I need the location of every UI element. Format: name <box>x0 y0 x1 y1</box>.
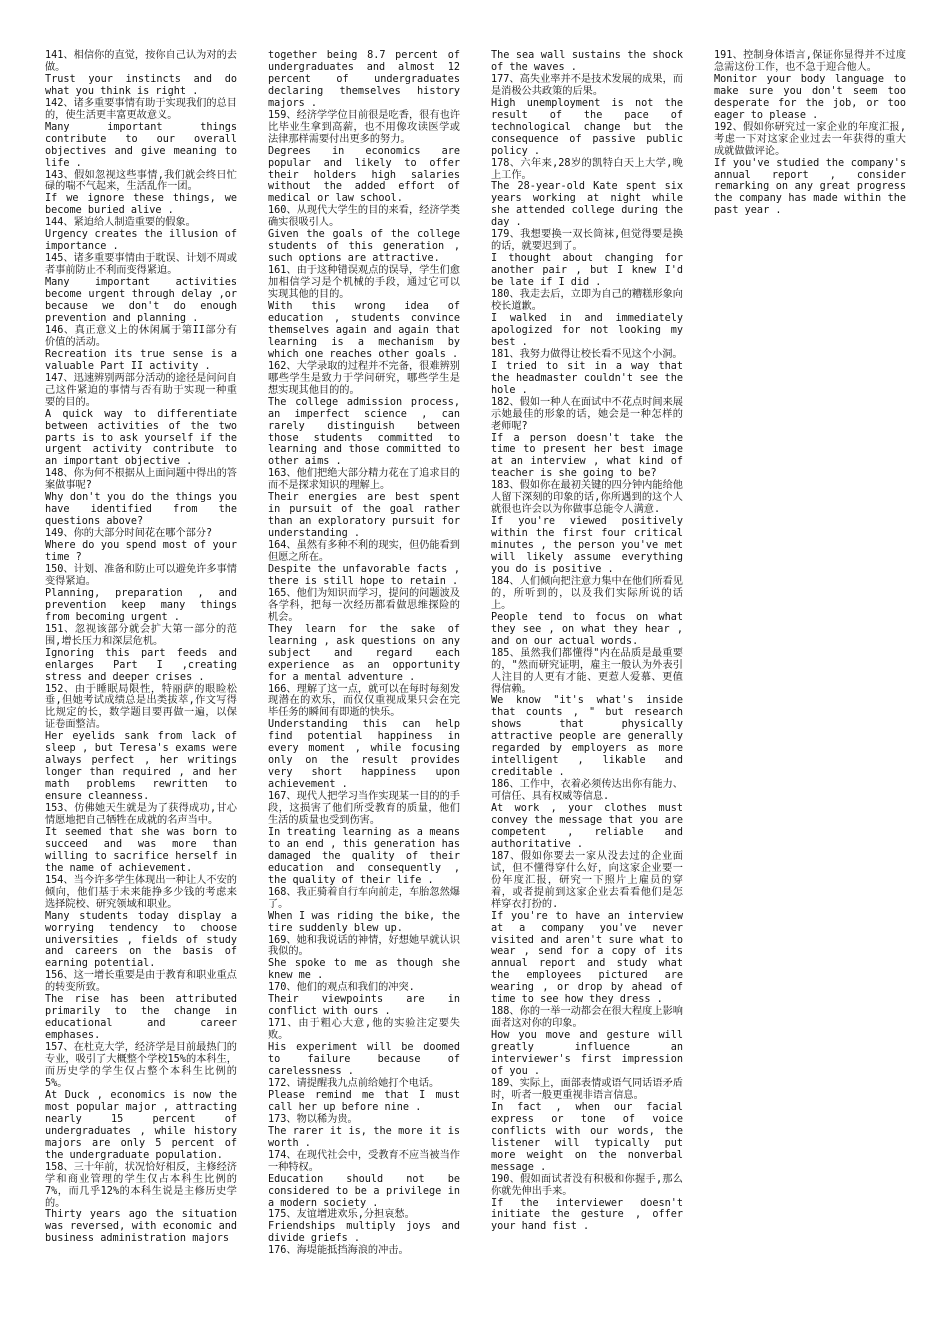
paragraph: The rise has been attributed primarily to the change in educational and career emphases. <box>45 994 244 1042</box>
paragraph: Their viewpoints are in conflict with ours . <box>268 994 467 1018</box>
text-column-4 <box>714 50 913 217</box>
paragraph: 144、紧迫给人制造重要的假象。 <box>45 217 196 229</box>
paragraph: With this wrong idea of education , students convince themselves again and again that learning is a mechanism by which one reaches other goals . <box>268 301 467 360</box>
paragraph: Degrees in economics are popular and likely to offer their holders high salaries without the added effort of medical or law school. <box>268 145 467 205</box>
paragraph: Education should not be considered to be a privilege in a modern society . <box>268 1173 467 1209</box>
paragraph: Planning, preparation , and prevention keep many things from becoming urgent . <box>45 587 244 623</box>
paragraph: Given the goals of the college students of this generation , such options are attractive. <box>268 229 467 265</box>
paragraph: Despite the unfavorable facts , there is still hope to retain . <box>268 563 467 587</box>
paragraph: People tend to focus on what they see , on what they hear , and on our actual words. <box>491 611 690 647</box>
paragraph: At work , your clothes must convey the message that you are competent , reliable and authoritative . <box>491 803 690 850</box>
paragraph: The college admission process, an imperfect science , can rarely distinguish between those students committed to learning and those committed to other aims . <box>268 396 467 468</box>
paragraph: I tried to sit in a way that the headmaster couldn't see the hole . <box>491 360 690 396</box>
paragraph: 173、物以稀为贵。 <box>268 1113 358 1125</box>
paragraph: Their energies are best spent in pursuit of the goal rather than an exploratory pursuit for understanding . <box>268 492 467 540</box>
paragraph: 184、人们倾向把注意力集中在他们所看见的，所听到的，以及我们实际所说的话上。 <box>491 575 683 611</box>
paragraph: Friendships multiply joys and divide griefs . <box>268 1221 467 1245</box>
paragraph: If you've studied the company's annual report , consider remarking on any great progress the company has made within the past year . <box>714 157 913 217</box>
paragraph: When I was riding the bike, the tire suddenly blew up. <box>268 910 467 934</box>
paragraph: 191、控制身体语言,保证你显得并不过度急需这份工作，也不急于迎合他人。 <box>714 50 906 73</box>
paragraph: 154、当今许多学生体现出一种让人不安的倾向，他们基于未来能挣多少钱的考虑来选择院校、研究领域和职业。 <box>45 874 237 910</box>
paragraph: Please remind me that I must call her up before nine . <box>268 1089 467 1113</box>
paragraph: 151、忽视该部分就会扩大第一部分的范围,增长压力和深层危机。 <box>45 623 237 647</box>
paragraph: Recreation its true sense is a valuable Part II activity . <box>45 348 244 372</box>
paragraph: 189、实际上，面部表情或语气同话语矛盾时，听者一般更重视非语言信息。 <box>491 1077 683 1101</box>
paragraph: 145、诸多重要事情由于耽误、计划不周或者事前防止不利而变得紧迫。 <box>45 253 237 277</box>
paragraph: We know "it's what's inside that counts , " but research shows that physically attractive people are generally regarded by employers as more intelligent , likable and creditable . <box>491 695 690 779</box>
paragraph: 142、诸多重要事情有助于实现我们的总目的，使生活更丰富更故意义。 <box>45 97 237 121</box>
paragraph: 150、计划、准备和防止可以避免许多事情变得紧迫。 <box>45 563 237 587</box>
paragraph: She spoke to me as though she knew me . <box>268 958 467 982</box>
paragraph: 185、虽然我们都懂得"内在品质是最重要的，"然而研究证明，雇主一般认为外表引人注目的人更有才能、更惹人爱慕、更值得信赖。 <box>491 647 683 695</box>
paragraph: 192、假如你研究过一家企业的年度汇报,考虑一下对这家企业过去一年获得的重大成就做做评论。 <box>714 121 906 157</box>
paragraph: together being 8.7 percent of undergraduates and almost 12 percent of undergraduates declaring themselves history majors . <box>268 50 467 109</box>
paragraph: 159、经济学学位目前很是吃香，很有也许比毕业生拿到高薪，也不用像攻读医学或法律那样需要付出更多的努力。 <box>268 109 460 145</box>
paragraph: The sea wall sustains the shock of the waves . <box>491 50 690 73</box>
paragraph: 170、他们的观点和我们的冲突. <box>268 982 415 994</box>
paragraph: 166、理解了这一点，就可以在每时每刻发现潜在的欢乐，而仅仅重视成果只会在完毕任务的瞬间有即逝的快乐。 <box>268 683 460 719</box>
paragraph: 169、她和我说话的神情，好想她早就认识我似的。 <box>268 934 460 958</box>
paragraph: If you're viewed positively within the first four critical minutes , the person you've met will likely assume everything you do is positive . <box>491 516 690 575</box>
paragraph: Why don't you do the things you have identified from the questions above? <box>45 492 244 528</box>
paragraph: 181、我努力做得让校长看不见这个小洞。 <box>491 348 683 360</box>
paragraph: 160、从现代大学生的目的来看，经济学类确实很吸引人。 <box>268 205 460 229</box>
paragraph: 147、迅速辨别两部分活动的途径是问问自己这件紧迫的事情与否有助于实现一种重要的目的。 <box>45 372 237 408</box>
paragraph: It seemed that she was born to succeed and was more than willing to sacrifice herself in the name of achievement. <box>45 826 244 874</box>
paragraph: If you're to have an interview at a company you've never visited and aren't sure what to wear , send for a copy of its annual report and study what the employees pictured are wearing , or drop by ahead of time to see how they dress . <box>491 910 690 1006</box>
paragraph: 180、我走去后，立即为自己的糟糕形象向校长道歉。 <box>491 289 683 313</box>
paragraph: 172、请提醒我九点前给她打个电话。 <box>268 1077 440 1089</box>
paragraph: Many students today display a worrying tendency to choose universities , fields of study and careers on the basis of earning potential. <box>45 910 244 970</box>
paragraph: They learn for the sake of learning , ask questions on any subject and regard each experience as an opportunity for a mental adventure . <box>268 623 467 683</box>
paragraph: 179、我想要换一双长筒袜,但觉得要是换的话，就要迟到了。 <box>491 229 683 253</box>
paragraph: In treating learning as a means to an end , this generation has damaged the quality of their education and consequently , the quality of their life . <box>268 826 467 886</box>
paragraph: 167、现代人把学习当作实现某一目的的手段，这损害了他们所受教育的质量，他们生活的质量也受到伤害。 <box>268 791 460 826</box>
paragraph: The rarer it is, the more it is worth . <box>268 1125 467 1149</box>
paragraph: I walked in and immediately apologized for not looking my best . <box>491 312 690 348</box>
paragraph: 183、假如你在最初关键的四分钟内能给他人留下深刻的印象的话,你所遇到的这个人就很也许会以为你做事总能令人满意. <box>491 480 683 516</box>
paragraph: 152、由于睡眠局限性，特丽萨的眼睑松垂,但她考试成绩总是出类拔萃,作文写得比规定的长，数学题目要再做一遍，以保证卷面整洁。 <box>45 683 237 731</box>
paragraph: His experiment will be doomed to failure because of carelessness . <box>268 1042 467 1078</box>
paragraph: At Duck , economics is now the most popular major , attracting nearly 15 percent of undergraduates , while history majors are only 5 percent of the undergraduate population. <box>45 1089 244 1161</box>
paragraph: 190、假如面试者没有积极和你握手,那么你就先伸出手来。 <box>491 1173 683 1197</box>
paragraph: 146、真正意义上的休闲属于第II部分有价值的活动。 <box>45 324 237 348</box>
paragraph: 153、仿佛她天生就是为了获得成功,甘心情愿地把自己牺牲在成就的名声当中。 <box>45 803 237 826</box>
text-column-1 <box>45 50 244 1245</box>
paragraph: 175、友谊增进欢乐,分担哀愁。 <box>268 1209 415 1221</box>
text-column-2 <box>268 50 467 1257</box>
paragraph: Monitor your body language to make sure you don't seem too desperate for the job, or too eager to please . <box>714 73 913 121</box>
paragraph: If the interviewer doesn't initiate the gesture , offer your hand fist . <box>491 1197 690 1233</box>
text-column-3 <box>491 50 690 1233</box>
paragraph: 164、虽然有多种不利的现实，但仍能看到但愿之所在。 <box>268 540 460 564</box>
paragraph: 177、高失业率并不是技术发展的成果，而是消极公共政策的后果。 <box>491 73 683 97</box>
paragraph: Many important activities become urgent through delay ,or because we don't do enough prevention and planning . <box>45 277 244 324</box>
paragraph: Thirty years ago the situation was reversed, with economic and business administration majors <box>45 1209 244 1245</box>
paragraph: 149、你的大部分时间花在哪个部分? <box>45 528 213 540</box>
paragraph: The 28-year-old Kate spent six years working at night while she attended college during the day . <box>491 181 690 229</box>
paragraph: If a person doesn't take the time to present her best image at an interview , what kind of teacher is she going to be? <box>491 432 690 480</box>
paragraph: Urgency creates the illusion of importance . <box>45 229 244 253</box>
paragraph: 174、在现代社会中，受教育不应当被当作一种特权。 <box>268 1149 460 1173</box>
paragraph: 165、他们为知识而学习，提问的问题波及各学科，把每一次经历都看做思维探险的机会。 <box>268 587 460 623</box>
paragraph: 157、在杜克大学，经济学是目前最热门的专业，吸引了大概整个学校15%的本科生，而历史学的学生仅占整个本科生比例的5%。 <box>45 1042 237 1089</box>
paragraph: 182、假如一种人在面试中不花点时间来展示她最佳的形象的话，她会是一种怎样的老师呢? <box>491 396 683 432</box>
paragraph: Many important things contribute to our overall objectives and give meaning to life . <box>45 121 244 169</box>
paragraph: High unemployment is not the result of the pace of technological change but the consequence of passive public policy . <box>491 97 690 157</box>
paragraph: 143、假如忽视这些事情,我们就会终日忙碌的喘不气起来，生活乱作一团。 <box>45 169 237 193</box>
paragraph: A quick way to differentiate between activities of the two parts is to ask yourself if the urgent activity contribute to an important objective . <box>45 408 244 468</box>
paragraph: 148、你为何不根据从上面问题中得出的答案做事呢? <box>45 468 237 492</box>
paragraph: 186、工作中，衣着必须传达出你有能力、可信任、具有权威等信息. <box>491 779 683 803</box>
paragraph: If we ignore these things, we become buried alive . <box>45 193 244 217</box>
paragraph: 162、大学录取的过程并不完备，很难辨别哪些学生是致力于学问研究，哪些学生是想实现其他目的的。 <box>268 360 460 396</box>
paragraph: In fact , when our facial express or tone of voice conflicts with our words, the listener will typically put more weight on the nonverbal message . <box>491 1101 690 1173</box>
paragraph: 188、你的一举一动都会在很大程度上影响面者这对你的印象。 <box>491 1006 683 1030</box>
paragraph: Where do you spend most of your time ? <box>45 540 244 564</box>
paragraph: I thought about changing for another pair , but I knew I'd be late if I did . <box>491 253 690 289</box>
paragraph: Understanding this can help find potential happiness in every moment , while focusing only on the result provides very short happiness upon achievement . <box>268 719 467 791</box>
paragraph: 163、他们把绝大部分精力花在了追求目的而不是探求知识的理解上。 <box>268 468 460 492</box>
paragraph: 141、相信你的直觉，按你自己认为对的去做。 <box>45 50 237 73</box>
paragraph: Her eyelids sank from lack of sleep , but Teresa's exams were always perfect , her writings longer than required , and her math problems rewritten to ensure cleanness. <box>45 731 244 803</box>
paragraph: 178、六年来,28岁的凯特白天上大学,晚上工作。 <box>491 157 683 181</box>
paragraph: 176、海堤能抵挡海浪的冲击。 <box>268 1245 409 1257</box>
paragraph: 168、我正骑着自行车向前走，车胎忽然爆了。 <box>268 886 460 910</box>
paragraph: 171、由于粗心大意,他的实验注定要失败。 <box>268 1018 460 1042</box>
paragraph: How you move and gesture will greatly influence an interviewer's first impression of you . <box>491 1030 690 1078</box>
paragraph: Trust your instincts and do what you think is right . <box>45 73 244 97</box>
paragraph: 156、这一增长重要是由于教育和职业重点的转变所致。 <box>45 970 237 994</box>
paragraph: 158、三十年前，状况恰好相反，主修经济学和商业管理的学生仅占本科生比例的7%，而几乎12%的本科生说是主修历史学的。 <box>45 1161 237 1209</box>
paragraph: 187、假如你要去一家从没去过的企业面试，但不懂得穿什么好，向这家企业要一份年度汇报，研究一下照片上雇员的穿着，或者提前到这家企业去看看他们是怎样穿衣打扮的. <box>491 850 683 910</box>
paragraph: Ignoring this part feeds and enlarges Part I ,creating stress and deeper crises . <box>45 647 244 683</box>
paragraph: 161、由于这种错误观点的误导，学生们愈加相信学习是个机械的手段，通过它可以实现其他的目的。 <box>268 265 460 301</box>
